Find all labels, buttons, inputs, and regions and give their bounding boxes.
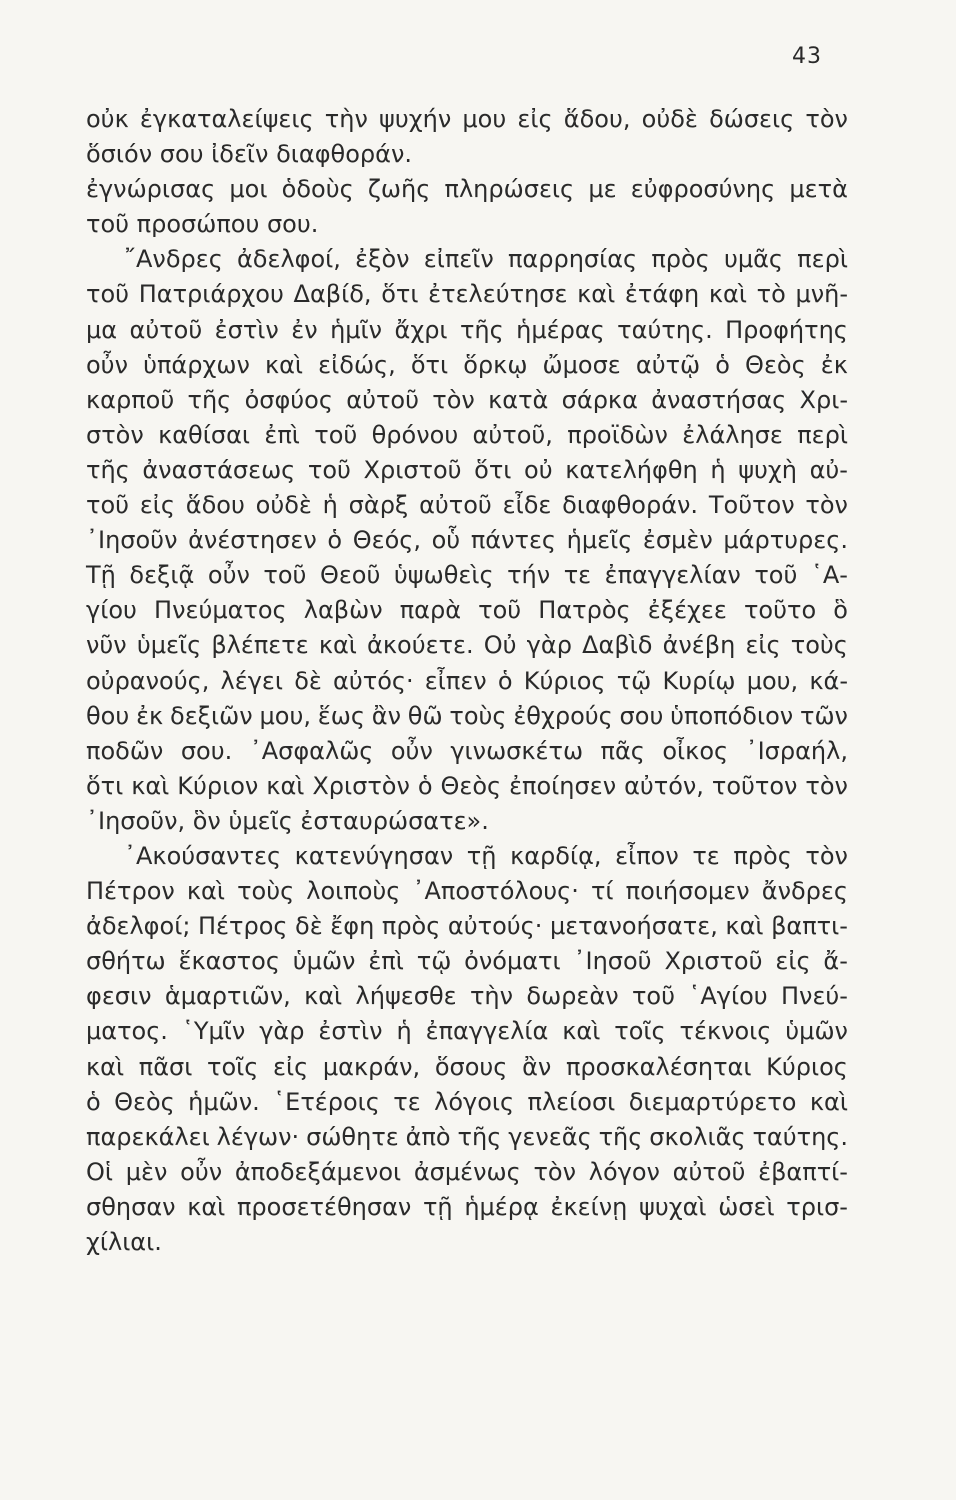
text-line: στὸν καθίσαι ἐπὶ τοῦ θρόνου αὐτοῦ, προϊδὼν ἐλάλησε περὶ (86, 420, 848, 449)
text-line: οὐρανούς, λέγει δὲ αὐτός· εἶπεν ὁ Κύριος τῷ Κυρίῳ μου, κά- (86, 666, 848, 695)
text-line: ἐγνώρισας μοι ὁδοὺς ζωῆς πληρώσεις με εὐφροσύνης μετὰ (86, 175, 848, 204)
text-line: γίου Πνεύματος λαβὼν παρὰ τοῦ Πατρὸς ἐξέχεε τοῦτο ὃ (86, 596, 848, 625)
text-line: παρεκάλει λέγων· σώθητε ἀπὸ τῆς γενεᾶς τῆς σκολιᾶς ταύτης. (86, 1122, 848, 1151)
text-line: νῦν ὑμεῖς βλέπετε καὶ ἀκούετε. Οὐ γὰρ Δαβὶδ ἀνέβη εἰς τοὺς (86, 631, 848, 660)
text-line: ᾿Ιησοῦν ἀνέστησεν ὁ Θεός, οὗ πάντες ἡμεῖς ἐσμὲν μάρτυρες. (86, 526, 848, 555)
text-line: ᾿Ακούσαντες κατενύγησαν τῇ καρδίᾳ, εἶπον τε πρὸς τὸν (124, 841, 848, 870)
text-line: χίλιαι. (86, 1228, 162, 1256)
text-line: Τῇ δεξιᾷ οὖν τοῦ Θεοῦ ὑψωθεὶς τήν τε ἐπαγγελίαν τοῦ ῾Α- (86, 561, 848, 590)
text-line: καὶ πᾶσι τοῖς εἰς μακράν, ὅσους ἂν προσκαλέσηται Κύριος (86, 1052, 848, 1081)
text-line: Πέτρον καὶ τοὺς λοιποὺς ᾿Αποστόλους· τί ποιήσομεν ἄνδρες (86, 877, 848, 906)
text-line: σθήτω ἕκαστος ὑμῶν ἐπὶ τῷ ὀνόματι ᾿Ιησοῦ Χριστοῦ εἰς ἄ- (86, 947, 848, 976)
text-line: τοῦ Πατριάρχου Δαβίδ, ὅτι ἐτελεύτησε καὶ ἐτάφη καὶ τὸ μνῆ- (86, 280, 848, 309)
text-line: καρποῦ τῆς ὀσφύος αὐτοῦ τὸν κατὰ σάρκα ἀναστήσας Χρι- (86, 385, 848, 414)
text-block (86, 102, 848, 1260)
text-line: οὖν ὑπάρχων καὶ εἰδώς, ὅτι ὅρκῳ ὤμοσε αὐτῷ ὁ Θεὸς ἐκ (86, 350, 848, 379)
text-line: τοῦ εἰς ἅδου οὐδὲ ἡ σὰρξ αὐτοῦ εἶδε διαφθοράν. Τοῦτον τὸν (86, 491, 848, 520)
text-line: τῆς ἀναστάσεως τοῦ Χριστοῦ ὅτι οὐ κατελήφθη ἡ ψυχὴ αὐ- (86, 455, 848, 484)
text-line: ματος. ῾Υμῖν γὰρ ἐστὶν ἡ ἐπαγγελία καὶ τοῖς τέκνοις ὑμῶν (86, 1017, 848, 1046)
text-line: τοῦ προσώπου σου. (86, 210, 319, 239)
text-line: ὅτι καὶ Κύριον καὶ Χριστὸν ὁ Θεὸς ἐποίησεν αὐτόν, τοῦτον τὸν (86, 771, 848, 800)
page-number: 43 (792, 44, 822, 69)
text-line: Οἱ μὲν οὖν ἀποδεξάμενοι ἀσμένως τὸν λόγον αὐτοῦ ἐβαπτί- (86, 1157, 848, 1186)
text-line: ῎Ανδρες ἀδελφοί, ἐξὸν εἰπεῖν παρρησίας πρὸς υμᾶς περὶ (124, 245, 848, 274)
text-line: σθησαν καὶ προσετέθησαν τῇ ἡμέρᾳ ἐκείνῃ ψυχαὶ ὡσεὶ τρισ- (86, 1192, 848, 1221)
text-line: ὅσιόν σου ἰδεῖν διαφθοράν. (86, 140, 412, 169)
text-line: ᾿Ιησοῦν, ὃν ὑμεῖς ἐσταυρώσατε». (86, 806, 489, 835)
text-line: ἀδελφοί; Πέτρος δὲ ἔφη πρὸς αὐτούς· μετανοήσατε, καὶ βαπτι- (86, 912, 848, 941)
text-line: φεσιν ἁμαρτιῶν, καὶ λήψεσθε τὴν δωρεὰν τοῦ ῾Αγίου Πνεύ- (86, 982, 848, 1011)
text-line: οὐκ ἐγκαταλείψεις τὴν ψυχήν μου εἰς ἅδου, οὐδὲ δώσεις τὸν (86, 105, 848, 133)
text-line: θου ἐκ δεξιῶν μου, ἕως ἂν θῶ τοὺς ἐθχρούς σου ὑποπόδιον τῶν (86, 701, 848, 730)
text-line: ὁ Θεὸς ἡμῶν. ῾Ετέροις τε λόγοις πλείοσι διεμαρτύρετο καὶ (86, 1087, 848, 1116)
text-line: ποδῶν σου. ᾿Ασφαλῶς οὖν γινωσκέτω πᾶς οἶκος ᾿Ισραήλ, (86, 736, 848, 765)
text-line: μα αὐτοῦ ἐστὶν ἐν ἡμῖν ἄχρι τῆς ἡμέρας ταύτης. Προφήτης (86, 315, 848, 344)
